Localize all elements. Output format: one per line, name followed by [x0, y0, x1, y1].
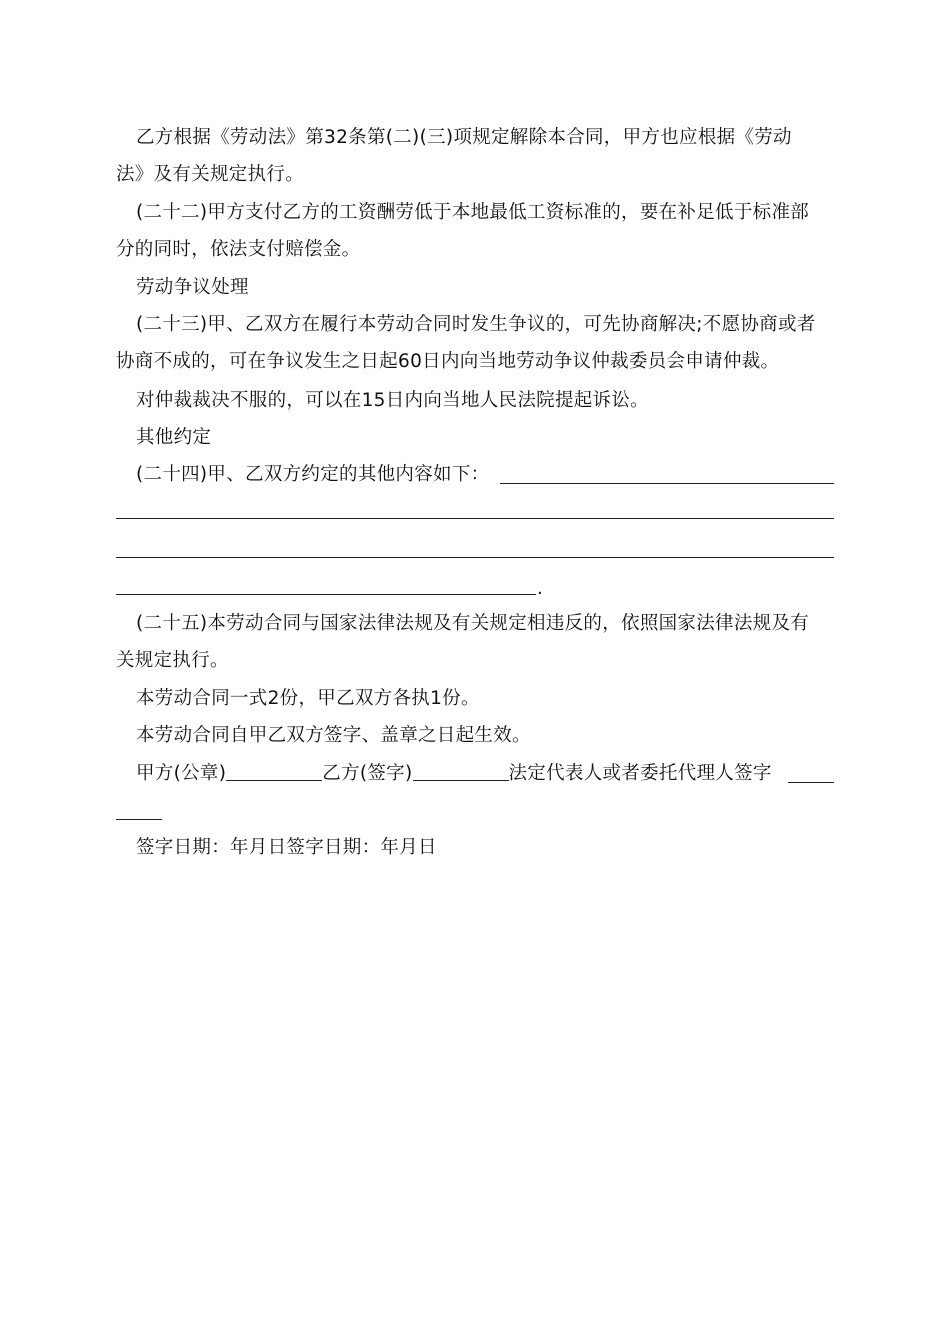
- blank-line: [116, 819, 162, 820]
- signature-line: [136, 762, 772, 786]
- clause-25: (二十五)本劳动合同与国家法律法规及有关规定相违反的，依照国家法律法规及有: [136, 613, 810, 634]
- clause-24: (二十四)甲、乙双方约定的其他内容如下：: [136, 464, 490, 485]
- party-a-label: 甲方(公章): [136, 763, 227, 784]
- paragraph-line: 乙方根据《劳动法》第32条第(二)(三)项规定解除本合同，甲方也应根据《劳动: [136, 127, 792, 148]
- section-heading-labor-dispute: 劳动争议处理: [136, 277, 249, 298]
- blank-line: [116, 518, 834, 519]
- blank-line: [116, 594, 536, 595]
- paragraph-line: 本劳动合同一式2份，甲乙双方各执1份。: [136, 688, 480, 709]
- party-b-blank: [413, 780, 509, 781]
- party-b-label: 乙方(签字): [322, 763, 413, 784]
- paragraph-line: 关规定执行。: [116, 650, 229, 671]
- paragraph-line: 本劳动合同自甲乙双方签字、盖章之日起生效。: [136, 725, 531, 746]
- blank-line: [788, 782, 834, 783]
- representative-label: 法定代表人或者委托代理人签字: [508, 763, 772, 784]
- clause-23: (二十三)甲、乙双方在履行本劳动合同时发生争议的，可先协商解决;不愿协商或者: [136, 314, 816, 335]
- paragraph-line: 分的同时，依法支付赔偿金。: [116, 239, 361, 260]
- paragraph-line: 法》及有关规定执行。: [116, 164, 305, 185]
- section-heading-other-terms: 其他约定: [136, 427, 212, 448]
- paragraph-line: 对仲裁裁决不服的，可以在15日内向当地人民法院提起诉讼。: [136, 390, 649, 411]
- blank-line-end-mark: .: [537, 578, 543, 599]
- blank-line: [500, 483, 834, 484]
- blank-line: [116, 557, 834, 558]
- clause-22: (二十二)甲方支付乙方的工资酬劳低于本地最低工资标准的，要在补足低于标准部: [136, 202, 810, 223]
- signature-dates: 签字日期：年月日签字日期：年月日: [136, 837, 437, 858]
- party-a-blank: [226, 780, 322, 781]
- paragraph-line: 协商不成的，可在争议发生之日起60日内向当地劳动争议仲裁委员会申请仲裁。: [116, 351, 780, 372]
